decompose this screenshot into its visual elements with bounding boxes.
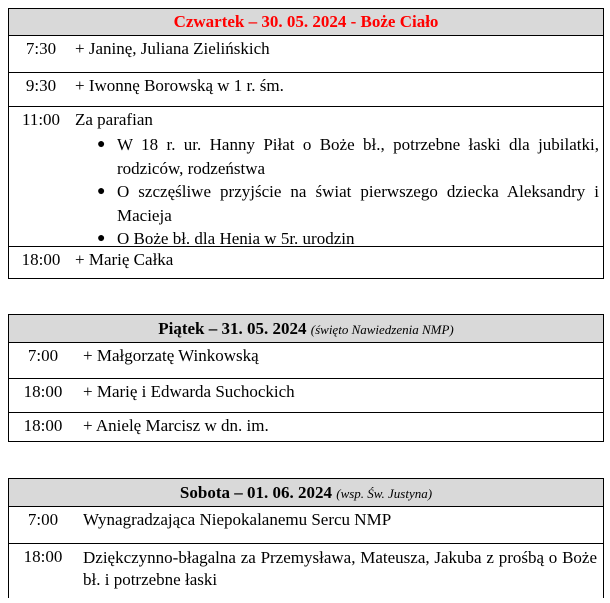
mass-intention: Dziękczynno-błagalna za Przemysława, Mateusza, Jakuba z prośbą o Boże bł. i potrzebne łaski (83, 548, 597, 589)
list-item: ● W 18 r. ur. Hanny Piłat o Boże bł., potrzebne łaski dla jubilatki, rodziców, rodzeństwa (97, 135, 599, 178)
mass-row (9, 543, 603, 603)
mass-row (9, 412, 603, 441)
mass-time: 18:00 (23, 382, 63, 401)
day-section-saturday (8, 478, 604, 598)
intention-list (75, 133, 599, 251)
mass-intention: Wynagradzająca Niepokalanemu Sercu NMP (83, 510, 392, 529)
mass-row (9, 106, 603, 246)
list-item: ● O szczęśliwe przyjście na świat pierwszego dziecka Aleksandry i Macieja (97, 182, 599, 225)
mass-intention: + Iwonnę Borowską w 1 r. śm. (75, 76, 284, 95)
mass-intention: Za parafian (75, 110, 153, 129)
mass-time: 7:00 (27, 510, 59, 529)
bullet-icon: ● (97, 184, 106, 199)
mass-row (9, 246, 603, 278)
bullet-icon: ● (97, 231, 106, 246)
day-title: Piątek – 31. 05. 2024 (158, 319, 307, 338)
mass-row (9, 507, 603, 543)
mass-intention: + Anielę Marcisz w dn. im. (83, 416, 269, 435)
day-note: (święto Nawiedzenia NMP) (310, 322, 454, 337)
mass-time: 9:30 (25, 76, 57, 95)
day-header (9, 479, 603, 507)
mass-row (9, 72, 603, 106)
mass-row (9, 343, 603, 378)
day-header (9, 315, 603, 343)
day-note: (wsp. Św. Justyna) (336, 486, 433, 501)
list-item: ● O Boże bł. dla Henia w 5r. urodzin (75, 227, 599, 251)
mass-intention: + Marię i Edwarda Suchockich (83, 382, 295, 401)
mass-time: 18:00 (23, 416, 63, 435)
mass-row (9, 378, 603, 412)
mass-row (9, 36, 603, 72)
day-section-thursday (8, 8, 604, 279)
bullet-icon: ● (97, 137, 106, 152)
mass-intention: + Małgorzatę Winkowską (83, 346, 259, 365)
mass-time: 7:30 (25, 39, 57, 58)
day-title: Czwartek – 30. 05. 2024 - Boże Ciało (173, 12, 439, 31)
mass-time: 7:00 (27, 346, 59, 365)
mass-intention: + Marię Całka (75, 250, 174, 269)
day-header (9, 9, 603, 36)
mass-time: 18:00 (23, 547, 63, 566)
day-section-friday (8, 314, 604, 442)
mass-intention: + Janinę, Juliana Zielińskich (75, 39, 270, 58)
day-title: Sobota – 01. 06. 2024 (179, 483, 332, 502)
mass-time: 11:00 (21, 110, 61, 129)
mass-time: 18:00 (21, 250, 61, 269)
